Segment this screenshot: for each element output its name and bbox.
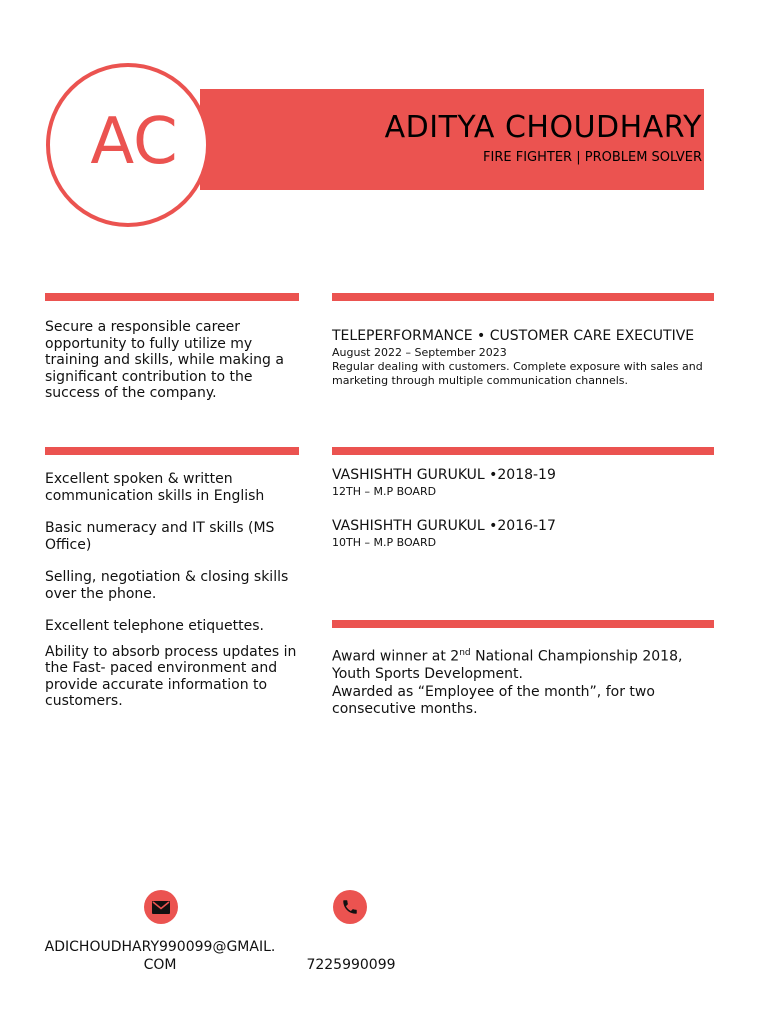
- candidate-name: ADITYA CHOUDHARY: [384, 110, 702, 145]
- awards-text: [332, 645, 702, 719]
- awards-divider: [332, 620, 714, 628]
- experience-description: Regular dealing with customers. Complete exposure with sales and marketing through multiple communication channels.: [332, 360, 703, 387]
- objective-text: Secure a responsible career opportunity to fully utilize my training and skills, while making a significant contribution to the success of the company.: [45, 319, 284, 401]
- skill-item: Excellent spoken & written communication skills in English: [45, 471, 265, 504]
- phone-number[interactable]: 7225990099: [306, 957, 396, 973]
- education-school: VASHISHTH GURUKUL •2018-19: [332, 467, 556, 483]
- skill-item: Ability to absorb process updates in the Fast- paced environment and provide accurate information to customers.: [45, 643, 297, 709]
- phone-icon: [333, 890, 367, 924]
- objective-divider: [45, 293, 299, 301]
- education-divider: [332, 447, 714, 455]
- skill-item: Selling, negotiation & closing skills over the phone.: [45, 569, 289, 602]
- skill-item: Excellent telephone etiquettes.: [45, 618, 264, 634]
- experience-title: TELEPERFORMANCE • CUSTOMER CARE EXECUTIVE: [332, 328, 695, 344]
- initials-text: AC: [90, 105, 178, 179]
- email-address[interactable]: ADICHOUDHARY990099@GMAIL. COM: [44, 939, 276, 973]
- skills-divider: [45, 447, 299, 455]
- skills-list: [45, 471, 299, 726]
- skill-item: Basic numeracy and IT skills (MS Office): [45, 520, 275, 553]
- experience-divider: [332, 293, 714, 301]
- education-school: VASHISHTH GURUKUL •2016-17: [332, 518, 556, 534]
- education-detail: 10TH – M.P BOARD: [332, 536, 437, 549]
- education-detail: 12TH – M.P BOARD: [332, 485, 437, 498]
- candidate-tagline: FIRE FIGHTER | PROBLEM SOLVER: [483, 150, 702, 165]
- award-item: Awarded as “Employee of the month”, for two consecutive months.: [332, 683, 655, 718]
- initials-avatar: [46, 63, 210, 227]
- envelope-icon: [144, 890, 178, 924]
- experience-dates: August 2022 – September 2023: [332, 346, 507, 359]
- award-item: Award winner at 2nd National Championship 2018, Youth Sports Development.: [332, 648, 683, 683]
